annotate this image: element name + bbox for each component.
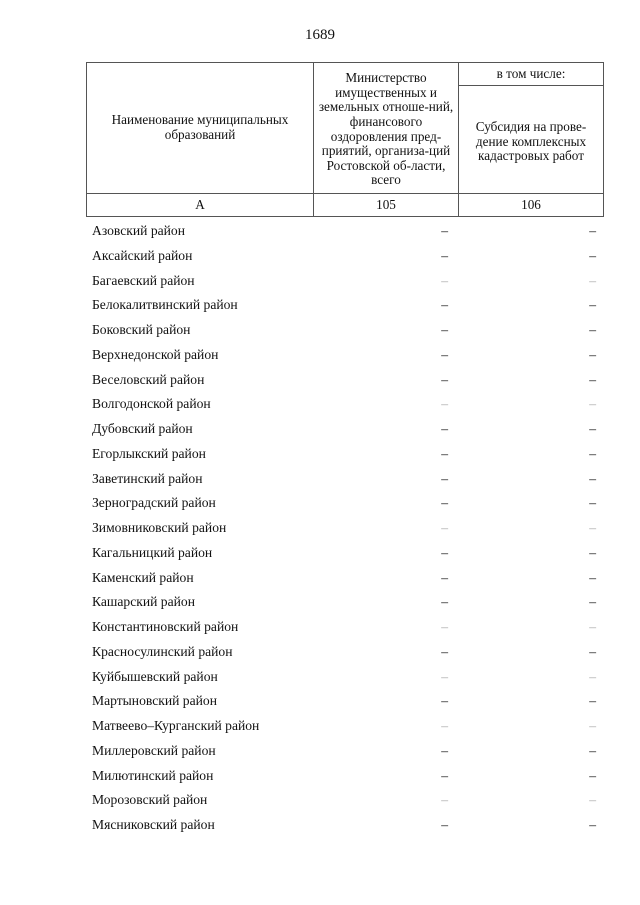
table-row xyxy=(92,221,598,246)
municipality-name: Красносулинский район xyxy=(92,643,233,659)
municipality-name: Боковский район xyxy=(92,322,191,337)
municipality-name: Верхнедонской район xyxy=(92,346,219,362)
ministry-total-value: – xyxy=(441,247,448,263)
ministry-total-value: – xyxy=(441,693,448,709)
municipality-name: Куйбышевский район xyxy=(92,668,218,684)
ministry-total-value: – xyxy=(441,495,448,511)
subsidy-value: – xyxy=(589,297,596,313)
ministry-total-value: – xyxy=(441,297,448,313)
municipality-name: Зерноградский район xyxy=(92,495,216,511)
subsidy-value: – xyxy=(589,668,596,684)
subsidy-value: – xyxy=(589,470,596,486)
header-including: в том числе: xyxy=(459,63,604,86)
header-subsidy-cadastral: Субсидия на прове-дение комплексных кадастровых работ xyxy=(459,86,604,194)
ministry-total-value: – xyxy=(441,421,448,436)
subsidy-value: – xyxy=(589,742,596,758)
page-number: 1689 xyxy=(305,27,335,43)
header-municipality-name: Наименование муниципальных образований xyxy=(87,63,314,194)
table-row xyxy=(92,617,598,642)
subsidy-value: – xyxy=(589,643,596,659)
table-row xyxy=(92,444,598,469)
ministry-total-value: – xyxy=(441,396,448,412)
municipality-name: Зимовниковский район xyxy=(92,520,227,535)
subsidy-value: – xyxy=(589,421,596,436)
municipality-name: Заветинский район xyxy=(92,470,203,486)
subsidy-value: – xyxy=(589,767,596,783)
ministry-total-value: – xyxy=(441,520,448,535)
municipality-list xyxy=(92,221,598,840)
subsidy-value: – xyxy=(589,619,596,634)
subsidy-value: – xyxy=(589,594,596,610)
table-row xyxy=(92,741,598,766)
table-row xyxy=(92,518,598,543)
table-row xyxy=(92,592,598,617)
table-row xyxy=(92,691,598,716)
municipality-name: Константиновский район xyxy=(92,619,239,634)
municipality-name: Веселовский район xyxy=(92,371,205,387)
table-row xyxy=(92,394,598,419)
ministry-total-value: – xyxy=(441,569,448,585)
ministry-total-value: – xyxy=(441,346,448,362)
table-row xyxy=(92,345,598,370)
ministry-total-value: – xyxy=(441,322,448,337)
ministry-total-value: – xyxy=(441,445,448,461)
table-row xyxy=(92,642,598,667)
municipality-name: Морозовский район xyxy=(92,792,208,808)
table-row xyxy=(92,766,598,791)
table-row xyxy=(92,790,598,815)
table-row xyxy=(92,469,598,494)
ministry-total-value: – xyxy=(441,470,448,486)
municipality-name: Мартыновский район xyxy=(92,693,217,709)
subsidy-value: – xyxy=(589,817,596,832)
ministry-total-value: – xyxy=(441,223,448,238)
table-row xyxy=(92,271,598,296)
subsidy-value: – xyxy=(589,396,596,412)
municipality-name: Багаевский район xyxy=(92,272,195,288)
subsidy-value: – xyxy=(589,495,596,511)
municipality-name: Белокалитвинский район xyxy=(92,297,238,313)
table-row xyxy=(92,493,598,518)
subsidy-value: – xyxy=(589,520,596,535)
table-row xyxy=(92,320,598,345)
subsidy-value: – xyxy=(589,718,596,733)
subsidy-value: – xyxy=(589,544,596,560)
subsidy-value: – xyxy=(589,445,596,461)
subsidy-value: – xyxy=(589,223,596,238)
header-ministry-total: Министерство имущественных и земельных отноше-ний, финансового оздоровления пред-приятий, организа-ций Ростовской об-ласти, всего xyxy=(314,63,459,194)
municipality-name: Миллеровский район xyxy=(92,742,216,758)
table-row xyxy=(92,716,598,741)
table-row xyxy=(92,568,598,593)
ministry-total-value: – xyxy=(441,619,448,634)
subsidy-value: – xyxy=(589,322,596,337)
ministry-total-value: – xyxy=(441,817,448,832)
municipality-name: Азовский район xyxy=(92,223,186,238)
table-row xyxy=(92,815,598,840)
ministry-total-value: – xyxy=(441,594,448,610)
municipality-name: Милютинский район xyxy=(92,767,214,783)
municipality-name: Волгодонской район xyxy=(92,396,211,412)
table-row xyxy=(92,419,598,444)
table-row xyxy=(92,370,598,395)
table-row xyxy=(92,543,598,568)
header-code-105: 105 xyxy=(314,194,459,217)
table-row xyxy=(92,295,598,320)
municipality-name: Кагальницкий район xyxy=(92,544,213,560)
municipality-name: Матвеево–Курганский район xyxy=(92,718,260,733)
ministry-total-value: – xyxy=(441,767,448,783)
ministry-total-value: – xyxy=(441,668,448,684)
header-code-a: А xyxy=(87,194,314,217)
subsidy-value: – xyxy=(589,792,596,808)
ministry-total-value: – xyxy=(441,371,448,387)
ministry-total-value: – xyxy=(441,792,448,808)
municipality-name: Дубовский район xyxy=(92,421,193,436)
ministry-total-value: – xyxy=(441,718,448,733)
ministry-total-value: – xyxy=(441,742,448,758)
municipality-name: Аксайский район xyxy=(92,247,193,263)
municipality-name: Мясниковский район xyxy=(92,817,215,832)
subsidy-value: – xyxy=(589,371,596,387)
subsidy-value: – xyxy=(589,247,596,263)
ministry-total-value: – xyxy=(441,272,448,288)
municipality-name: Егорлыкский район xyxy=(92,445,206,461)
ministry-total-value: – xyxy=(441,643,448,659)
table-row xyxy=(92,667,598,692)
subsidy-value: – xyxy=(589,693,596,709)
subsidy-value: – xyxy=(589,346,596,362)
ministry-total-value: – xyxy=(441,544,448,560)
subsidy-value: – xyxy=(589,272,596,288)
header-code-106: 106 xyxy=(459,194,604,217)
municipality-name: Каменский район xyxy=(92,569,194,585)
municipality-name: Кашарский район xyxy=(92,594,195,610)
table-row xyxy=(92,246,598,271)
table-header xyxy=(86,62,604,217)
subsidy-value: – xyxy=(589,569,596,585)
